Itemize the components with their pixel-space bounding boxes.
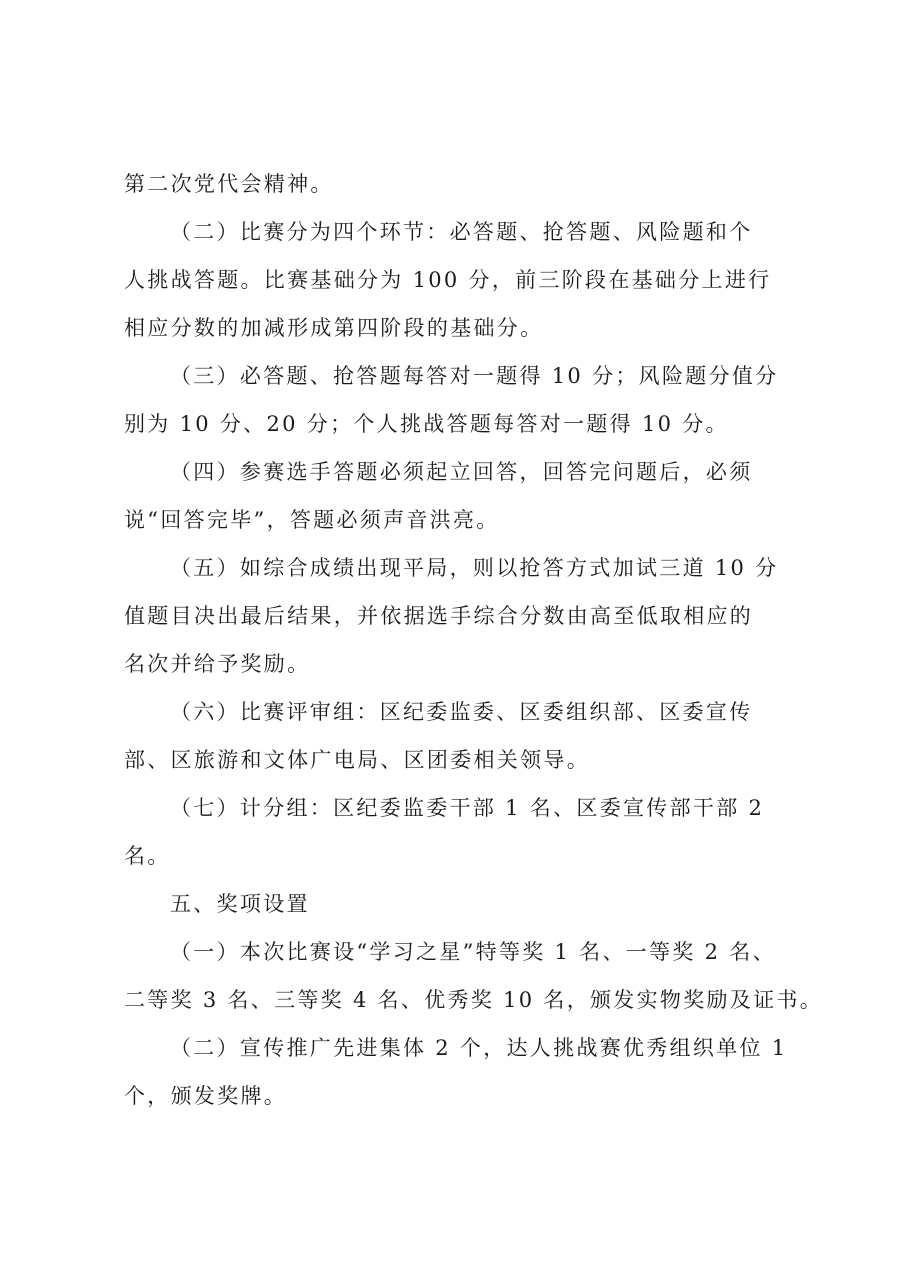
paragraph-line: （二）宣传推广先进集体 2 个，达人挑战赛优秀组织单位 1 — [170, 1036, 788, 1060]
paragraph-line: 说“回答完毕”，答题必须声音洪亮。 — [124, 508, 500, 532]
paragraph-line: 相应分数的加减形成第四阶段的基础分。 — [124, 316, 544, 340]
paragraph-line: 二等奖 3 名、三等奖 4 名、优秀奖 10 名，颁发实物奖励及证书。 — [124, 988, 823, 1012]
section-heading: 五、奖项设置 — [170, 892, 310, 916]
paragraph-line: 名次并给予奖励。 — [124, 652, 311, 676]
paragraph-line: 别为 10 分、20 分；个人挑战答题每答对一题得 10 分。 — [124, 412, 729, 436]
paragraph-line: 第二次党代会精神。 — [124, 172, 334, 196]
paragraph-line: （二）比赛分为四个环节：必答题、抢答题、风险题和个 — [170, 220, 753, 244]
paragraph-line: 部、区旅游和文体广电局、区团委相关领导。 — [124, 748, 590, 772]
paragraph-line: 人挑战答题。比赛基础分为 100 分，前三阶段在基础分上进行 — [124, 268, 772, 292]
paragraph-line: （四）参赛选手答题必须起立回答，回答完问题后，必须 — [170, 460, 753, 484]
paragraph-line: 个，颁发奖牌。 — [124, 1084, 288, 1108]
paragraph-line: 名。 — [124, 844, 171, 868]
paragraph-line: （六）比赛评审组：区纪委监委、区委组织部、区委宣传 — [170, 700, 753, 724]
paragraph-line: 值题目决出最后结果，并依据选手综合分数由高至低取相应的 — [124, 604, 754, 628]
paragraph-line: （一）本次比赛设“学习之星”特等奖 1 名、一等奖 2 名、 — [170, 940, 776, 964]
paragraph-line: （三）必答题、抢答题每答对一题得 10 分；风险题分值分 — [170, 364, 779, 388]
paragraph-line: （七）计分组：区纪委监委干部 1 名、区委宣传部干部 2 — [170, 796, 765, 820]
paragraph-line: （五）如综合成绩出现平局，则以抢答方式加试三道 10 分 — [170, 556, 779, 580]
